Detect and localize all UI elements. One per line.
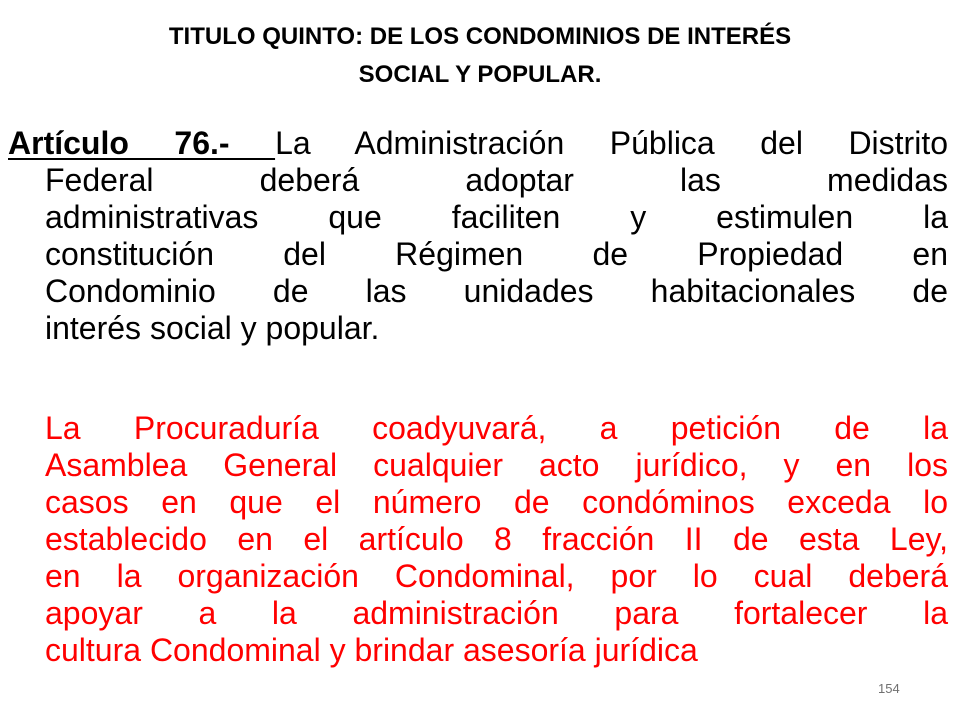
paragraph2-line-6: apoyar a la administración para fortalecer la: [45, 595, 948, 631]
title-line-1: TITULO QUINTO: DE LOS CONDOMINIOS DE INTERÉS: [168, 23, 792, 50]
article-line-4: constitución del Régimen de Propiedad en: [45, 236, 948, 272]
paragraph2-line-3: casos en que el número de condóminos exceda lo: [45, 484, 948, 520]
article-line-2: Federal deberá adoptar las medidas: [45, 162, 948, 198]
article-line-5: Condominio de las unidades habitacionales de: [45, 273, 948, 309]
paragraph2-line-5: en la organización Condominal, por lo cual deberá: [45, 558, 948, 594]
paragraph2-line-4: establecido en el artículo 8 fracción II de esta Ley,: [45, 521, 948, 557]
paragraph2-line-2: Asamblea General cualquier acto jurídico, y en los: [45, 447, 948, 483]
article-line-6: interés social y popular.: [45, 310, 380, 346]
article-line-3: administrativas que faciliten y estimulen la: [45, 199, 948, 235]
paragraph2-line-1: La Procuraduría coadyuvará, a petición de la: [45, 410, 948, 446]
article-line-1: [8, 125, 948, 162]
paragraph2-line-7: cultura Condominal y brindar asesoría jurídica: [45, 632, 698, 668]
article-text-1: La Administración Pública del Distrito: [275, 125, 949, 161]
article-label: Artículo 76.-: [8, 125, 276, 161]
slide-title: [40, 18, 920, 94]
title-line-2: SOCIAL Y POPULAR.: [358, 61, 602, 88]
page-number: 154: [878, 681, 900, 696]
